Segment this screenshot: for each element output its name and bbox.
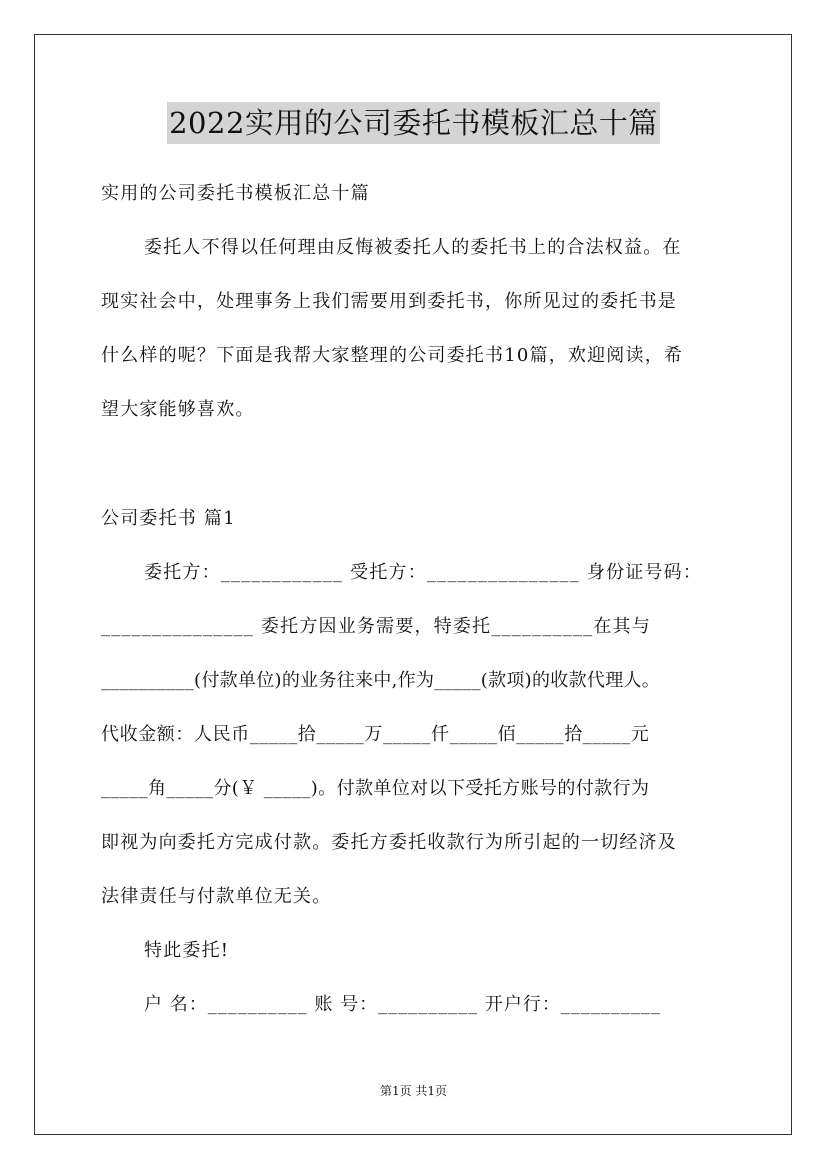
document-subtitle: 实用的公司委托书模板汇总十篇	[101, 183, 370, 204]
body-line-3: __________(付款单位)的业务往来中,作为_____(款项)的收款代理人。	[101, 670, 661, 691]
intro-line-3: 什么样的呢？下面是我帮大家整理的公司委托书10篇，欢迎阅读，希	[101, 345, 684, 366]
intro-line-1: 委托人不得以任何理由反悔被委托人的委托书上的合法权益。在	[144, 237, 682, 258]
title-container	[0, 102, 827, 144]
body-line-6: 即视为向委托方完成付款。委托方委托收款行为所引起的一切经济及	[101, 832, 677, 853]
document-title: 2022实用的公司委托书模板汇总十篇	[167, 102, 660, 144]
intro-line-4: 望大家能够喜欢。	[101, 399, 255, 420]
body-line-1: 委托方：____________ 受托方：_______________ 身份证号码：	[144, 562, 703, 583]
body-line-2: _______________ 委托方因业务需要，特委托__________在其与	[101, 616, 651, 637]
account-line: 户 名：__________ 账 号：__________ 开户行：__________	[144, 994, 661, 1015]
closing-text: 特此委托!	[144, 940, 230, 961]
body-line-4: 代收金额：人民币_____拾_____万_____仟_____佰_____拾_____元	[101, 724, 650, 745]
intro-line-2: 现实社会中，处理事务上我们需要用到委托书，你所见过的委托书是	[101, 291, 677, 312]
body-line-7: 法律责任与付款单位无关。	[101, 886, 332, 907]
page-footer: 第1页 共1页	[379, 1084, 448, 1098]
section-heading: 公司委托书 篇1	[101, 508, 236, 529]
body-line-5: _____角_____分(￥ _____)。付款单位对以下受托方账号的付款行为	[101, 778, 650, 799]
